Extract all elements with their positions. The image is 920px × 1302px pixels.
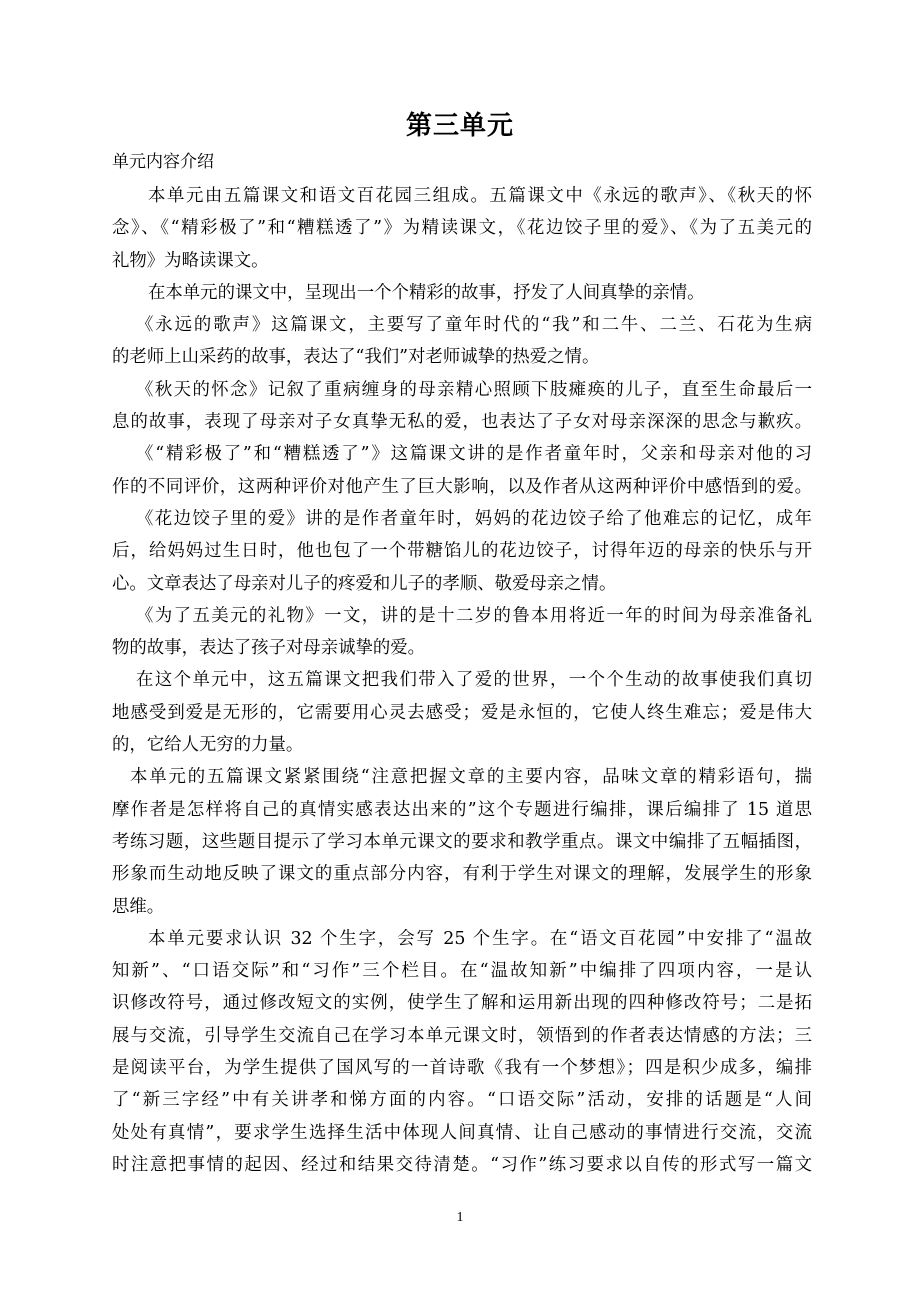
text-line: 息的故事，表现了母亲对子女真挚无私的爱，也表达了子女对母亲深深的思念与歉疚。 bbox=[112, 412, 812, 433]
paragraph bbox=[112, 923, 812, 1181]
paragraph bbox=[112, 761, 812, 922]
paragraph bbox=[112, 503, 812, 600]
text-line: 的，它给人无穷的力量。 bbox=[112, 735, 304, 756]
paragraph bbox=[112, 600, 812, 665]
text-line: 《秋天的怀念》记叙了重病缠身的母亲精心照顾下肢瘫痪的儿子，直至生命最后一 bbox=[136, 379, 812, 400]
text-line: 《“精彩极了”和“糟糕透了”》这篇课文讲的是作者童年时，父亲和母亲对他的习 bbox=[136, 444, 812, 465]
text-line: 了“新三字经”中有关讲孝和悌方面的内容。“口语交际”活动，安排的话题是“人间 bbox=[112, 1090, 812, 1111]
text-line: 本单元的五篇课文紧紧围绕“注意把握文章的主要内容，品味文章的精彩语句，揣 bbox=[130, 767, 812, 788]
text-line: 展与交流，引导学生交流自己在学习本单元课文时，领悟到的作者表达情感的方法；三 bbox=[112, 1025, 812, 1046]
paragraph bbox=[112, 180, 812, 277]
text-line: 是阅读平台，为学生提供了国风写的一首诗歌《我有一个梦想》；四是积少成多，编排 bbox=[112, 1058, 812, 1079]
page-number: 1 bbox=[456, 1210, 464, 1225]
text-line: 心。文章表达了母亲对儿子的疼爱和儿子的孝顺、敬爱母亲之情。 bbox=[112, 573, 617, 594]
paragraph bbox=[112, 438, 812, 503]
text-line: 念》、《“精彩极了”和“糟糕透了”》为精读课文，《花边饺子里的爱》、《为了五美元的 bbox=[112, 218, 812, 239]
text-line: 礼物》为略读课文。 bbox=[112, 250, 269, 271]
paragraph bbox=[112, 277, 812, 309]
text-line: 知新”、“口语交际”和“习作”三个栏目。在“温故知新”中编排了四项内容，一是认 bbox=[112, 961, 812, 982]
text-line: 思维。 bbox=[112, 896, 165, 917]
text-line: 在本单元的课文中，呈现出一个个精彩的故事，抒发了人间真挚的亲情。 bbox=[148, 282, 705, 303]
text-line: 在这个单元中，这五篇课文把我们带入了爱的世界，一个个生动的故事使我们真切 bbox=[136, 670, 812, 691]
page-title: 第三单元 bbox=[405, 111, 514, 141]
text-line: 《永远的歌声》这篇课文，主要写了童年时代的“我”和二牛、二兰、石花为生病 bbox=[136, 315, 812, 336]
text-line: 本单元要求认识 32 个生字，会写 25 个生字。在“语文百花园”中安排了“温故 bbox=[148, 928, 812, 949]
text-line: 的老师上山采药的故事，表达了“我们”对老师诚挚的热爱之情。 bbox=[112, 347, 600, 368]
text-line: 时注意把事情的起因、经过和结果交待清楚。“习作”练习要求以自传的形式写一篇文 bbox=[112, 1154, 812, 1175]
paragraph bbox=[112, 664, 812, 761]
text-line: 考练习题，这些题目提示了学习本单元课文的要求和教学重点。课文中编排了五幅插图， bbox=[112, 831, 812, 852]
text-line: 物的故事，表达了孩子对母亲诚挚的爱。 bbox=[112, 638, 426, 659]
text-line: 形象而生动地反映了课文的重点部分内容，有利于学生对课文的理解，发展学生的形象 bbox=[112, 864, 812, 885]
text-line: 作的不同评价，这两种评价对他产生了巨大影响，以及作者从这两种评价中感悟到的爱。 bbox=[112, 476, 812, 497]
paragraph bbox=[112, 374, 812, 439]
text-line: 摩作者是怎样将自己的真情实感表达出来的”这个专题进行编排，课后编排了 15 道思 bbox=[112, 799, 812, 820]
section-heading: 单元内容介绍 bbox=[112, 152, 214, 172]
text-line: 《为了五美元的礼物》一文，讲的是十二岁的鲁本用将近一年的时间为母亲准备礼 bbox=[136, 605, 812, 626]
text-line: 后，给妈妈过生日时，他也包了一个带糖馅儿的花边饺子，讨得年迈的母亲的快乐与开 bbox=[112, 541, 812, 562]
text-line: 识修改符号，通过修改短文的实例，使学生了解和运用新出现的四种修改符号；二是拓 bbox=[112, 993, 812, 1014]
text-line: 《花边饺子里的爱》讲的是作者童年时，妈妈的花边饺子给了他难忘的记忆，成年 bbox=[136, 508, 812, 529]
text-line: 本单元由五篇课文和语文百花园三组成。五篇课文中《永远的歌声》、《秋天的怀 bbox=[148, 186, 812, 206]
text-line: 地感受到爱是无形的，它需要用心灵去感受；爱是永恒的，它使人终生难忘；爱是伟大 bbox=[112, 702, 812, 723]
text-line: 处处有真情”，要求学生选择生活中体现人间真情、让自己感动的事情进行交流，交流 bbox=[112, 1122, 812, 1143]
paragraph bbox=[112, 309, 812, 374]
document-body bbox=[112, 180, 812, 1181]
